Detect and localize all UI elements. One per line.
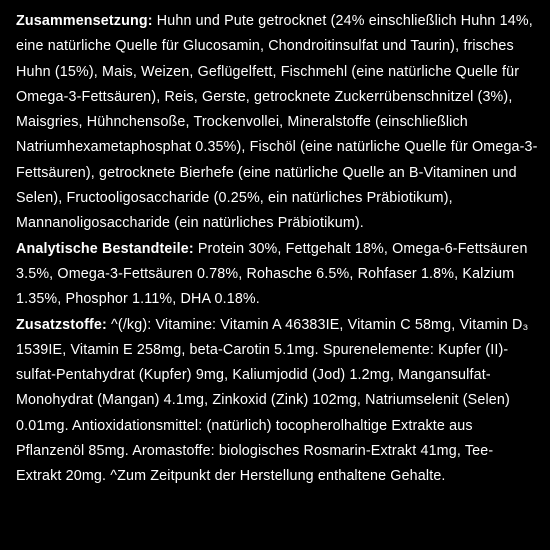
analytical-section — [16, 237, 538, 313]
analytical-text: Protein 30%, Fettgehalt 18%, Omega-6-Fettsäuren 3.5%, Omega-3-Fettsäuren 0.78%, Rohasche 6.5%, Rohfaser 1.8%, Kalzium 1.35%, Phosphor 1.11%, DHA 0.18%. — [16, 240, 528, 308]
composition-text: Huhn und Pute getrocknet (24% einschließlich Huhn 14%, eine natürliche Quelle für Glucosamin, Chondroitinsulfat und Taurin), frisches Huhn (15%), Mais, Weizen, Geflügelfett, Fischmehl (eine natürliche Quelle für Omega-3-Fettsäuren), Reis, Gerste, getrocknete Zuckerrübenschnitzel (3%), Maisgries, Hühnchensoße, Trockenvollei, Mineralstoffe (einschließlich Natriumhexametaphosphat 0.35%), Fischöl (eine natürliche Quelle für Omega-3-Fettsäuren), getrocknete Bierhefe (eine natürliche Quelle an B-Vitaminen und Selen), Fructooligosaccharide (0.25%, ein natürliches Präbiotikum), Mannanoligosaccharide (ein natürliches Präbiotikum). — [16, 13, 538, 232]
composition-heading: Zusammensetzung: — [16, 13, 153, 29]
composition-section — [16, 9, 538, 237]
additives-text: ^(/kg): Vitamine: Vitamin A 46383IE, Vitamin C 58mg, Vitamin D₃ 1539IE, Vitamin E 258mg, beta-Carotin 5.1mg. Spurenelemente: Kupfer (II)-sulfat-Pentahydrat (Kupfer) 9mg, Kaliumjodid (Jod) 1.2mg, Mangansulfat-Monohydrat (Mangan) 4.1mg, Zinkoxid (Zink) 102mg, Natriumselenit (Selen) 0.01mg. Antioxidationsmittel: (natürlich) tocopherolhaltige Extrakte aus Pflanzenöl 85mg. Aromastoffe: biologisches Rosmarin-Extrakt 41mg, Tee-Extrakt 20mg. ^Zum Zeitpunkt der Herstellung enthaltene Gehalte. — [16, 316, 529, 485]
analytical-heading: Analytische Bestandteile: — [16, 240, 194, 257]
additives-heading: Zusatzstoffe: — [16, 316, 107, 333]
additives-section — [16, 313, 538, 490]
